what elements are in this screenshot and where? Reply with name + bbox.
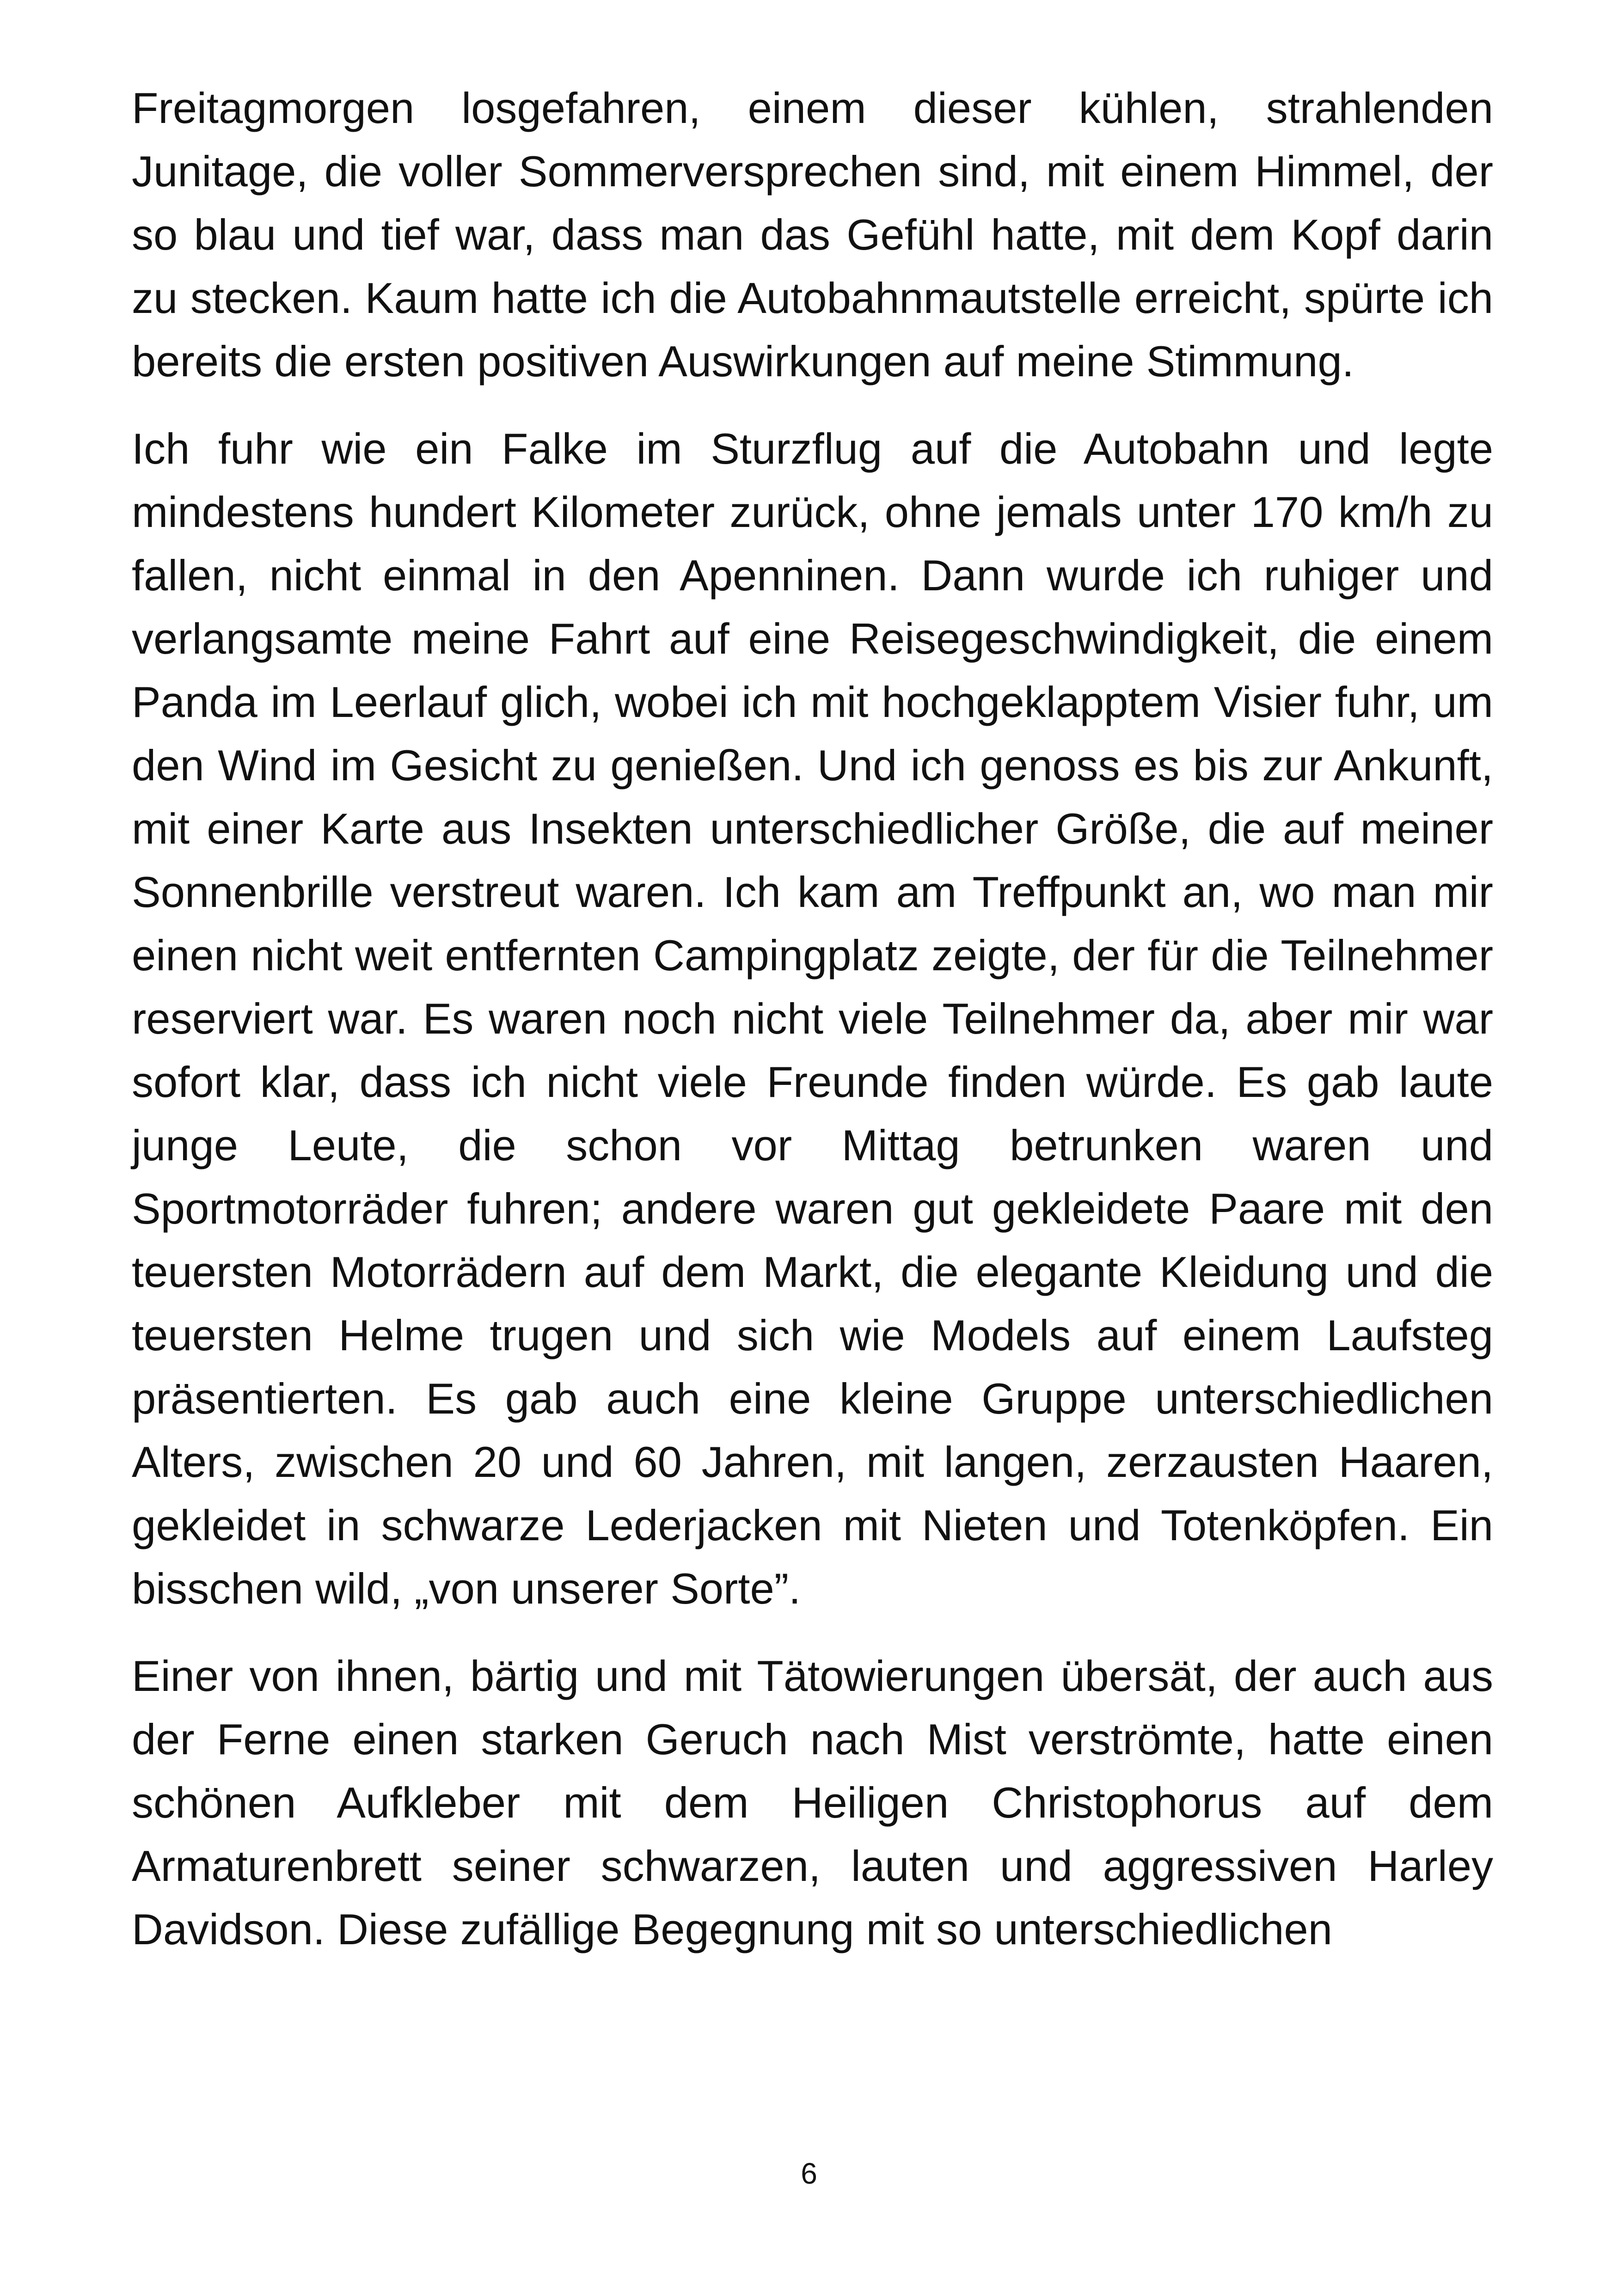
body-text — [132, 76, 1493, 1985]
paragraph-2: Ich fuhr wie ein Falke im Sturzflug auf die Autobahn und legte mindestens hundert Kilometer zurück, ohne jemals unter 170 km/h zu fallen, nicht einmal in den Apenninen. Dann wurde ich ruhiger und verlangsamte meine Fahrt auf eine Reisegeschwindigkeit, die einem Panda im Leerlauf glich, wobei ich mit hochgeklapptem Visier fuhr, um den Wind im Gesicht zu genießen. Und ich genoss es bis zur Ankunft, mit einer Karte aus Insekten unterschiedlicher Größe, die auf meiner Sonnenbrille verstreut waren. Ich kam am Treffpunkt an, wo man mir einen nicht weit entfernten Campingplatz zeigte, der für die Teilnehmer reserviert war. Es waren noch nicht viele Teilnehmer da, aber mir war sofort klar, dass ich nicht viele Freunde finden würde. Es gab laute junge Leute, die schon vor Mittag betrunken waren und Sportmotorräder fuhren; andere waren gut gekleidete Paare mit den teuersten Motorrädern auf dem Markt, die elegante Kleidung und die teuersten Helme trugen und sich wie Models auf einem Laufsteg präsentierten. Es gab auch eine kleine Gruppe unterschiedlichen Alters, zwischen 20 und 60 Jahren, mit langen, zerzausten Haaren, gekleidet in schwarze Lederjacken mit Nieten und Totenköpfen. Ein bisschen wild, „von unserer Sorte”. — [132, 424, 1493, 1613]
page-number: 6 — [801, 2157, 817, 2190]
paragraph-1: Freitagmorgen losgefahren, einem dieser kühlen, strahlenden Junitage, die voller Sommerversprechen sind, mit einem Himmel, der so blau und tief war, dass man das Gefühl hatte, mit dem Kopf darin zu stecken. Kaum hatte ich die Autobahnmautstelle erreicht, spürte ich bereits die ersten positiven Auswirkungen auf meine Stimmung. — [132, 84, 1493, 386]
paragraph-3: Einer von ihnen, bärtig und mit Tätowierungen übersät, der auch aus der Ferne einen starken Geruch nach Mist verströmte, hatte einen schönen Aufkleber mit dem Heiligen Christophorus auf dem Armaturenbrett seiner schwarzen, lauten und aggressiven Harley Davidson. Diese zufällige Begegnung mit so unterschiedlichen — [132, 1652, 1493, 1953]
